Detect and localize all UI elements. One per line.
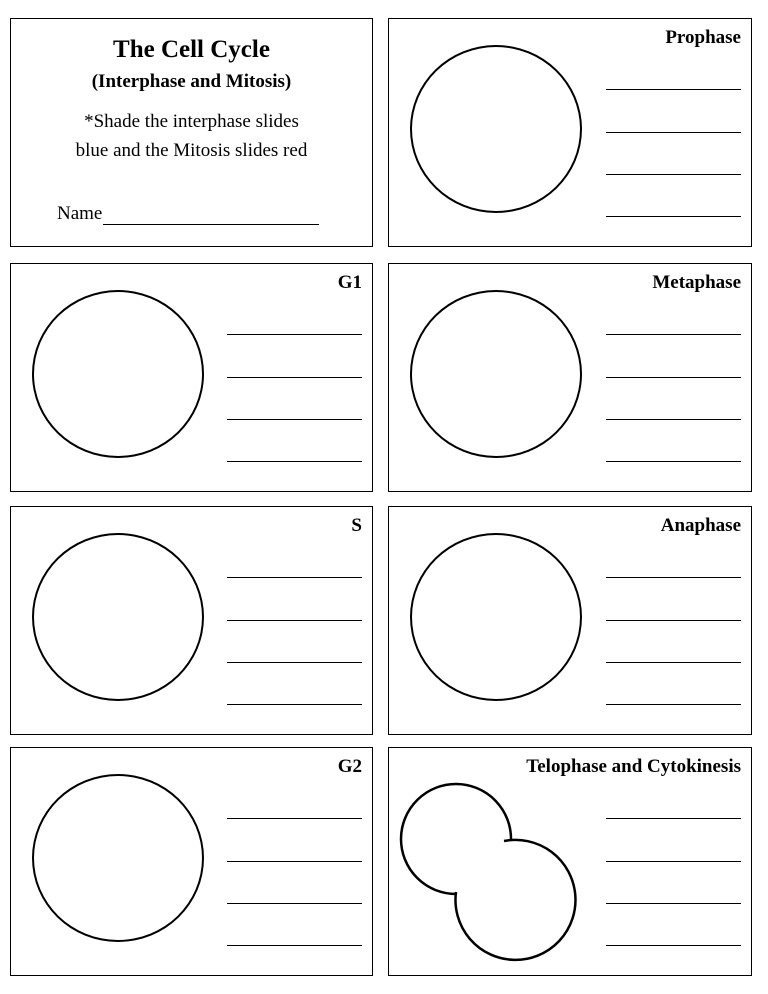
dividing-cell-icon[interactable]	[389, 748, 753, 977]
stage-label-telophase: Telophase and Cytokinesis	[526, 756, 741, 777]
card-g2	[10, 747, 373, 976]
answer-line[interactable]	[227, 334, 362, 335]
cell-circle[interactable]	[32, 774, 204, 942]
answer-line[interactable]	[606, 620, 741, 621]
stage-label-g1: G1	[337, 272, 362, 293]
answer-line[interactable]	[606, 419, 741, 420]
card-prophase	[388, 18, 752, 247]
card-telophase	[388, 747, 752, 976]
title-card	[10, 18, 373, 247]
answer-line[interactable]	[606, 174, 741, 175]
card-anaphase	[388, 506, 752, 735]
cell-circle[interactable]	[410, 45, 582, 213]
stage-label-prophase: Prophase	[665, 27, 741, 48]
answer-line[interactable]	[227, 377, 362, 378]
answer-line[interactable]	[606, 945, 741, 946]
answer-line[interactable]	[606, 89, 741, 90]
answer-line[interactable]	[606, 132, 741, 133]
answer-line[interactable]	[227, 818, 362, 819]
instructions	[11, 107, 372, 165]
answer-line[interactable]	[227, 577, 362, 578]
card-g1	[10, 263, 373, 492]
answer-line[interactable]	[227, 903, 362, 904]
answer-line[interactable]	[606, 334, 741, 335]
instruction-line-1: *Shade the interphase slides	[84, 111, 299, 132]
cell-circle[interactable]	[410, 290, 582, 458]
stage-label-g2: G2	[337, 756, 362, 777]
instruction-line-2: blue and the Mitosis slides red	[75, 140, 308, 161]
worksheet-title: The Cell Cycle	[113, 36, 270, 63]
answer-line[interactable]	[606, 861, 741, 862]
answer-line[interactable]	[606, 216, 741, 217]
stage-label-metaphase: Metaphase	[652, 272, 741, 293]
answer-line[interactable]	[606, 377, 741, 378]
answer-line[interactable]	[606, 903, 741, 904]
name-label: Name	[57, 203, 103, 224]
answer-line[interactable]	[227, 419, 362, 420]
answer-line[interactable]	[606, 577, 741, 578]
answer-line[interactable]	[606, 662, 741, 663]
name-field	[57, 203, 319, 225]
answer-line[interactable]	[227, 662, 362, 663]
answer-line[interactable]	[227, 620, 362, 621]
answer-line[interactable]	[227, 861, 362, 862]
cell-circle[interactable]	[410, 533, 582, 701]
answer-line[interactable]	[227, 945, 362, 946]
answer-line[interactable]	[606, 818, 741, 819]
answer-line[interactable]	[606, 461, 741, 462]
stage-label-s: S	[351, 515, 362, 536]
stage-label-anaphase: Anaphase	[660, 515, 741, 536]
card-metaphase	[388, 263, 752, 492]
name-blank-line[interactable]	[103, 206, 319, 225]
answer-line[interactable]	[606, 704, 741, 705]
cell-circle[interactable]	[32, 290, 204, 458]
answer-line[interactable]	[227, 461, 362, 462]
answer-line[interactable]	[227, 704, 362, 705]
card-s	[10, 506, 373, 735]
cell-circle[interactable]	[32, 533, 204, 701]
worksheet-subtitle: (Interphase and Mitosis)	[91, 71, 292, 92]
